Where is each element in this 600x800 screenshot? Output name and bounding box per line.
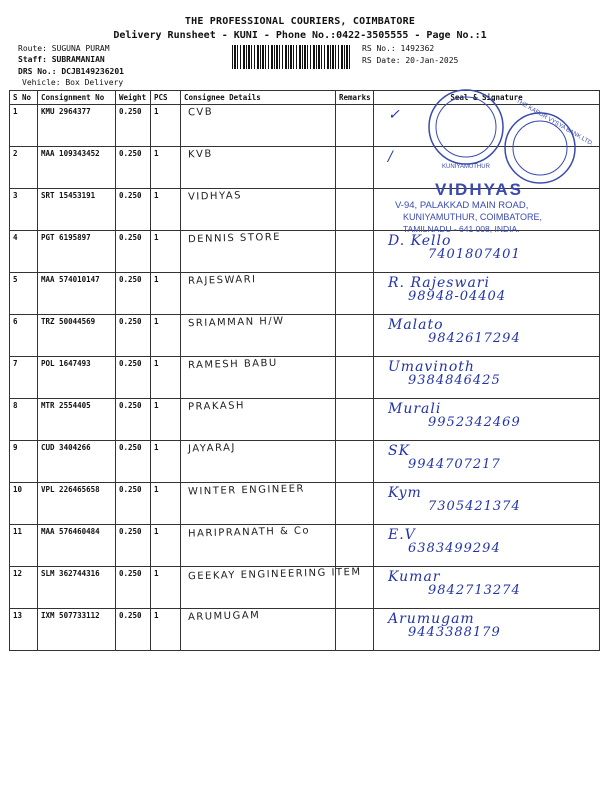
signature: Malato [388, 317, 444, 333]
cell-consignment: MAA 109343452 [38, 147, 116, 189]
cell-consignment: CUD 3404266 [38, 441, 116, 483]
cell-pcs: 1 [151, 189, 181, 231]
signature: SK [388, 443, 411, 459]
signature: E.V [388, 527, 416, 543]
cell-pcs: 1 [151, 399, 181, 441]
rs-date: RS Date: 20-Jan-2025 [362, 56, 459, 65]
vehicle: Vehicle: Box Delivery [22, 78, 124, 87]
cell-consignment: IXM 507733112 [38, 609, 116, 651]
cell-sno: 10 [10, 483, 38, 525]
signature: Kym [388, 485, 422, 501]
cell-consignment: KMU 2964377 [38, 105, 116, 147]
cell-sno: 9 [10, 441, 38, 483]
cell-consignment: POL 1647493 [38, 357, 116, 399]
cell-sno: 7 [10, 357, 38, 399]
route: Route: SUGUNA PURAM [18, 44, 110, 53]
cell-pcs: 1 [151, 315, 181, 357]
cell-sno: 13 [10, 609, 38, 651]
cell-weight: 0.250 [116, 273, 151, 315]
consignee-handwriting: VIDHYAS [187, 190, 243, 203]
col-consignment: Consignment No [38, 91, 116, 105]
signature: Arumugam [388, 611, 475, 627]
cell-pcs: 1 [151, 273, 181, 315]
cell-pcs: 1 [151, 483, 181, 525]
signature-phone: 9384846425 [408, 373, 501, 388]
cell-weight: 0.250 [116, 105, 151, 147]
round-seal-icon [429, 90, 503, 164]
signature: R. Rajeswari [388, 275, 490, 291]
cell-weight: 0.250 [116, 567, 151, 609]
cell-weight: 0.250 [116, 483, 151, 525]
consignee-handwriting: SRIAMMAN H/W [187, 315, 285, 330]
signature-phone: 7305421374 [428, 499, 521, 514]
col-consignee: Consignee Details [181, 91, 336, 105]
consignee-handwriting: WINTER ENGINEER [187, 483, 306, 498]
cell-consignment: PGT 6195897 [38, 231, 116, 273]
cell-weight: 0.250 [116, 315, 151, 357]
cell-pcs: 1 [151, 525, 181, 567]
sheet-title: THE PROFESSIONAL COURIERS, COIMBATORE [184, 16, 416, 27]
signature: D. Kello [388, 233, 452, 249]
cell-consignment: TRZ 50044569 [38, 315, 116, 357]
signature-phone: 9952342469 [428, 415, 521, 430]
cell-weight: 0.250 [116, 399, 151, 441]
signature-phone: 9842713274 [428, 583, 521, 598]
col-pcs: PCS [151, 91, 181, 105]
cell-consignment: MAA 576460484 [38, 525, 116, 567]
vidhyas-name: VIDHYAS [435, 180, 524, 199]
staff: Staff: SUBRAMANIAN [18, 55, 105, 64]
cell-pcs: 1 [151, 609, 181, 651]
col-remarks: Remarks [336, 91, 374, 105]
consignee-handwriting: RAJESWARI [187, 274, 257, 287]
cell-sno: 3 [10, 189, 38, 231]
consignee-handwriting: DENNIS STORE [187, 231, 282, 246]
cell-weight: 0.250 [116, 147, 151, 189]
cell-sno: 11 [10, 525, 38, 567]
drs-number: DRS No.: DCJB149236201 [18, 67, 124, 76]
signature-phone: 6383499294 [408, 541, 501, 556]
sheet-subtitle: Delivery Runsheet - KUNI - Phone No.:0422-3505555 - Page No.:1 [113, 30, 487, 41]
cell-weight: 0.250 [116, 525, 151, 567]
cell-sno: 12 [10, 567, 38, 609]
cell-sno: 2 [10, 147, 38, 189]
col-weight: Weight [116, 91, 151, 105]
cell-consignment: MAA 574010147 [38, 273, 116, 315]
cell-consignment: SLM 362744316 [38, 567, 116, 609]
signature: Murali [388, 401, 442, 417]
cell-pcs: 1 [151, 567, 181, 609]
signature-phone: 9443388179 [408, 625, 501, 640]
signature: ✓ [388, 107, 401, 123]
cell-sno: 6 [10, 315, 38, 357]
cell-consignment: VPL 226465658 [38, 483, 116, 525]
cell-pcs: 1 [151, 105, 181, 147]
consignee-handwriting: GEEKAY ENGINEERING ITEM [187, 566, 362, 583]
cell-sno: 4 [10, 231, 38, 273]
signature: / [388, 149, 394, 165]
cell-weight: 0.250 [116, 357, 151, 399]
cell-weight: 0.250 [116, 609, 151, 651]
consignee-handwriting: RAMESH BABU [187, 357, 278, 372]
vidhyas-state: TAMILNADU - 641 008, INDIA. [403, 224, 520, 234]
cell-sno: 1 [10, 105, 38, 147]
consignee-handwriting: PRAKASH [187, 400, 246, 413]
consignee-handwriting: CVB [187, 106, 214, 119]
signature-phone: 9944707217 [408, 457, 501, 472]
signature-phone: 98948-04404 [408, 289, 507, 304]
consignee-handwriting: KVB [187, 148, 213, 161]
cell-weight: 0.250 [116, 441, 151, 483]
col-signature: Seal & Signature [374, 91, 600, 105]
signature-phone: 9842617294 [428, 331, 521, 346]
signature-phone: 7401807401 [428, 247, 521, 262]
vidhyas-address: V-94, PALAKKAD MAIN ROAD, [395, 200, 529, 211]
consignee-handwriting: ARUMUGAM [187, 610, 261, 623]
cell-weight: 0.250 [116, 189, 151, 231]
bank-seal-icon [505, 113, 575, 183]
cell-consignment: SRT 15453191 [38, 189, 116, 231]
vidhyas-stamp [395, 180, 595, 248]
cell-sno: 5 [10, 273, 38, 315]
round-seal-text: KUNIYAMUTHUR [442, 164, 490, 170]
rs-number: RS No.: 1492362 [362, 44, 435, 53]
cell-weight: 0.250 [116, 231, 151, 273]
cell-pcs: 1 [151, 357, 181, 399]
cell-sno: 8 [10, 399, 38, 441]
vidhyas-city: KUNIYAMUTHUR, COIMBATORE, [403, 212, 543, 222]
signature: Kumar [388, 569, 441, 585]
cell-consignment: MTR 2554405 [38, 399, 116, 441]
signature: Umavinoth [388, 359, 475, 375]
cell-pcs: 1 [151, 147, 181, 189]
consignee-handwriting: JAYARAJ [187, 442, 236, 455]
cell-pcs: 1 [151, 231, 181, 273]
col-sno: S No [10, 91, 38, 105]
cell-pcs: 1 [151, 441, 181, 483]
bank-seal-text: THE KARUR VYSYA BANK LTD. [514, 98, 595, 148]
consignee-handwriting: HARIPRANATH & Co [187, 525, 311, 540]
